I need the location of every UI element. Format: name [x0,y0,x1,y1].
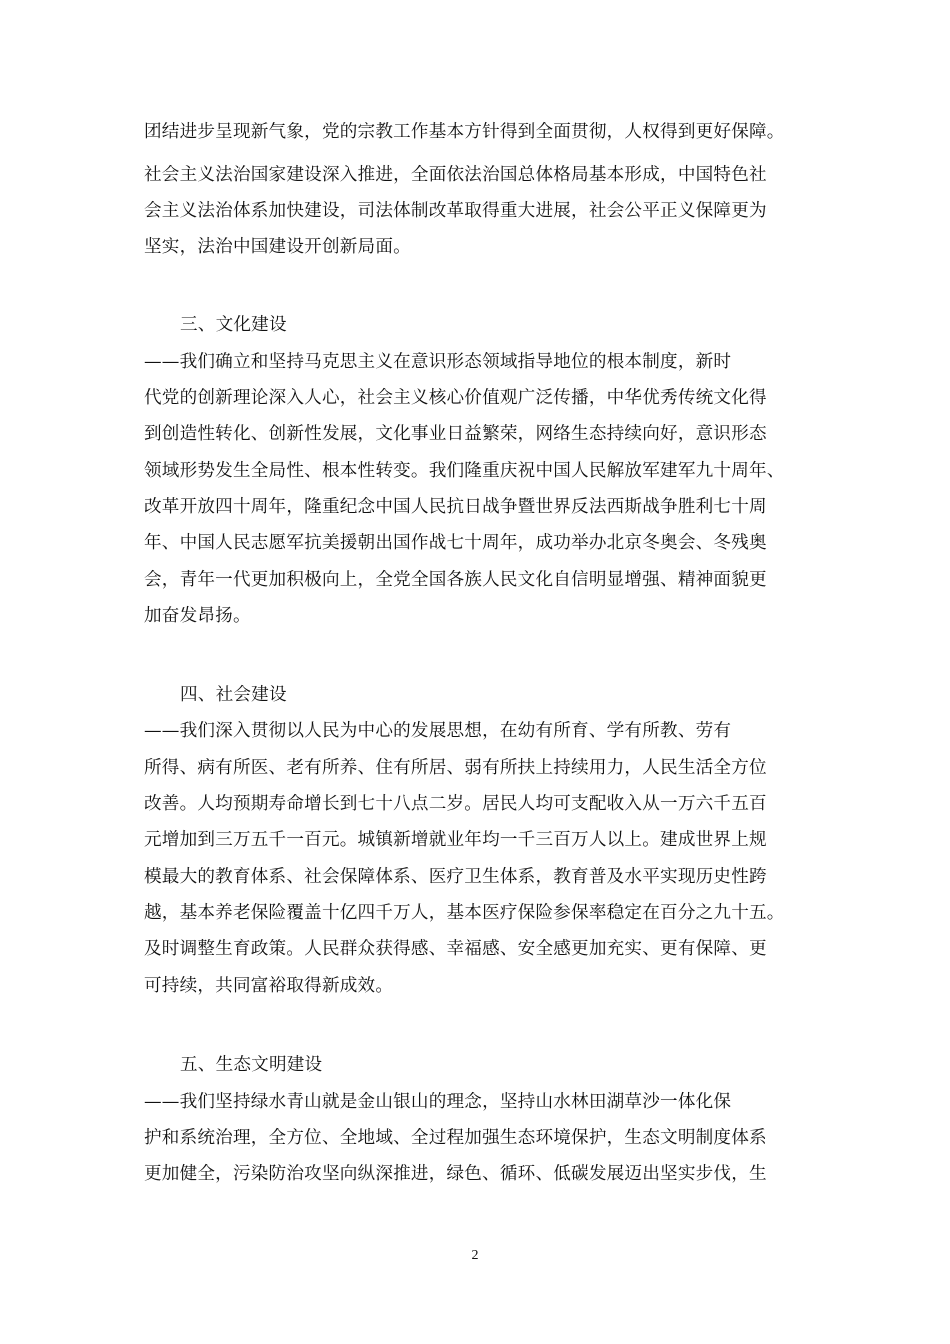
intro-line: 会主义法治体系加快建设，司法体制改革取得重大进展，社会公平正义保障更为 [144,201,767,221]
section-heading-society: 四、社会建设 [180,685,287,705]
section-heading-ecology: 五、生态文明建设 [180,1055,323,1075]
section-line: 改革开放四十周年，隆重纪念中国人民抗日战争暨世界反法西斯战争胜利七十周 [144,497,767,517]
section-line: 及时调整生育政策。人民群众获得感、幸福感、安全感更加充实、更有保障、更 [144,939,767,959]
section-heading-culture: 三、文化建设 [180,315,287,335]
intro-line: 坚实，法治中国建设开创新局面。 [144,237,411,257]
page-number: 2 [471,1248,479,1263]
section-line: 改善。人均预期寿命增长到七十八点二岁。居民人均可支配收入从一万六千五百 [144,794,767,814]
section-line: 领域形势发生全局性、根本性转变。我们隆重庆祝中国人民解放军建军九十周年、 [144,461,785,481]
section-line: 越，基本养老保险覆盖十亿四千万人，基本医疗保险参保率稳定在百分之九十五。 [144,903,785,923]
section-line: 代党的创新理论深入人心，社会主义核心价值观广泛传播，中华优秀传统文化得 [144,388,767,408]
section-line: ——我们坚持绿水青山就是金山银山的理念，坚持山水林田湖草沙一体化保 [144,1092,732,1112]
section-line: 模最大的教育体系、社会保障体系、医疗卫生体系，教育普及水平实现历史性跨 [144,867,767,887]
section-line: 可持续，共同富裕取得新成效。 [144,976,394,996]
section-line: 元增加到三万五千一百元。城镇新增就业年均一千三百万人以上。建成世界上规 [144,830,767,850]
intro-line: 团结进步呈现新气象，党的宗教工作基本方针得到全面贯彻，人权得到更好保障。 [144,122,785,142]
section-line: ——我们确立和坚持马克思主义在意识形态领域指导地位的根本制度，新时 [144,352,732,372]
intro-line: 社会主义法治国家建设深入推进，全面依法治国总体格局基本形成，中国特色社 [144,165,767,185]
section-line: 护和系统治理，全方位、全地域、全过程加强生态环境保护，生态文明制度体系 [144,1128,767,1148]
section-line: ——我们深入贯彻以人民为中心的发展思想，在幼有所育、学有所教、劳有 [144,721,732,741]
section-line: 更加健全，污染防治攻坚向纵深推进，绿色、循环、低碳发展迈出坚实步伐，生 [144,1164,767,1184]
section-line: 会，青年一代更加积极向上，全党全国各族人民文化自信明显增强、精神面貌更 [144,570,767,590]
section-line: 年、中国人民志愿军抗美援朝出国作战七十周年，成功举办北京冬奥会、冬残奥 [144,533,767,553]
section-line: 到创造性转化、创新性发展，文化事业日益繁荣，网络生态持续向好，意识形态 [144,424,767,444]
section-line: 加奋发昂扬。 [144,606,251,626]
section-line: 所得、病有所医、老有所养、住有所居、弱有所扶上持续用力，人民生活全方位 [144,758,767,778]
